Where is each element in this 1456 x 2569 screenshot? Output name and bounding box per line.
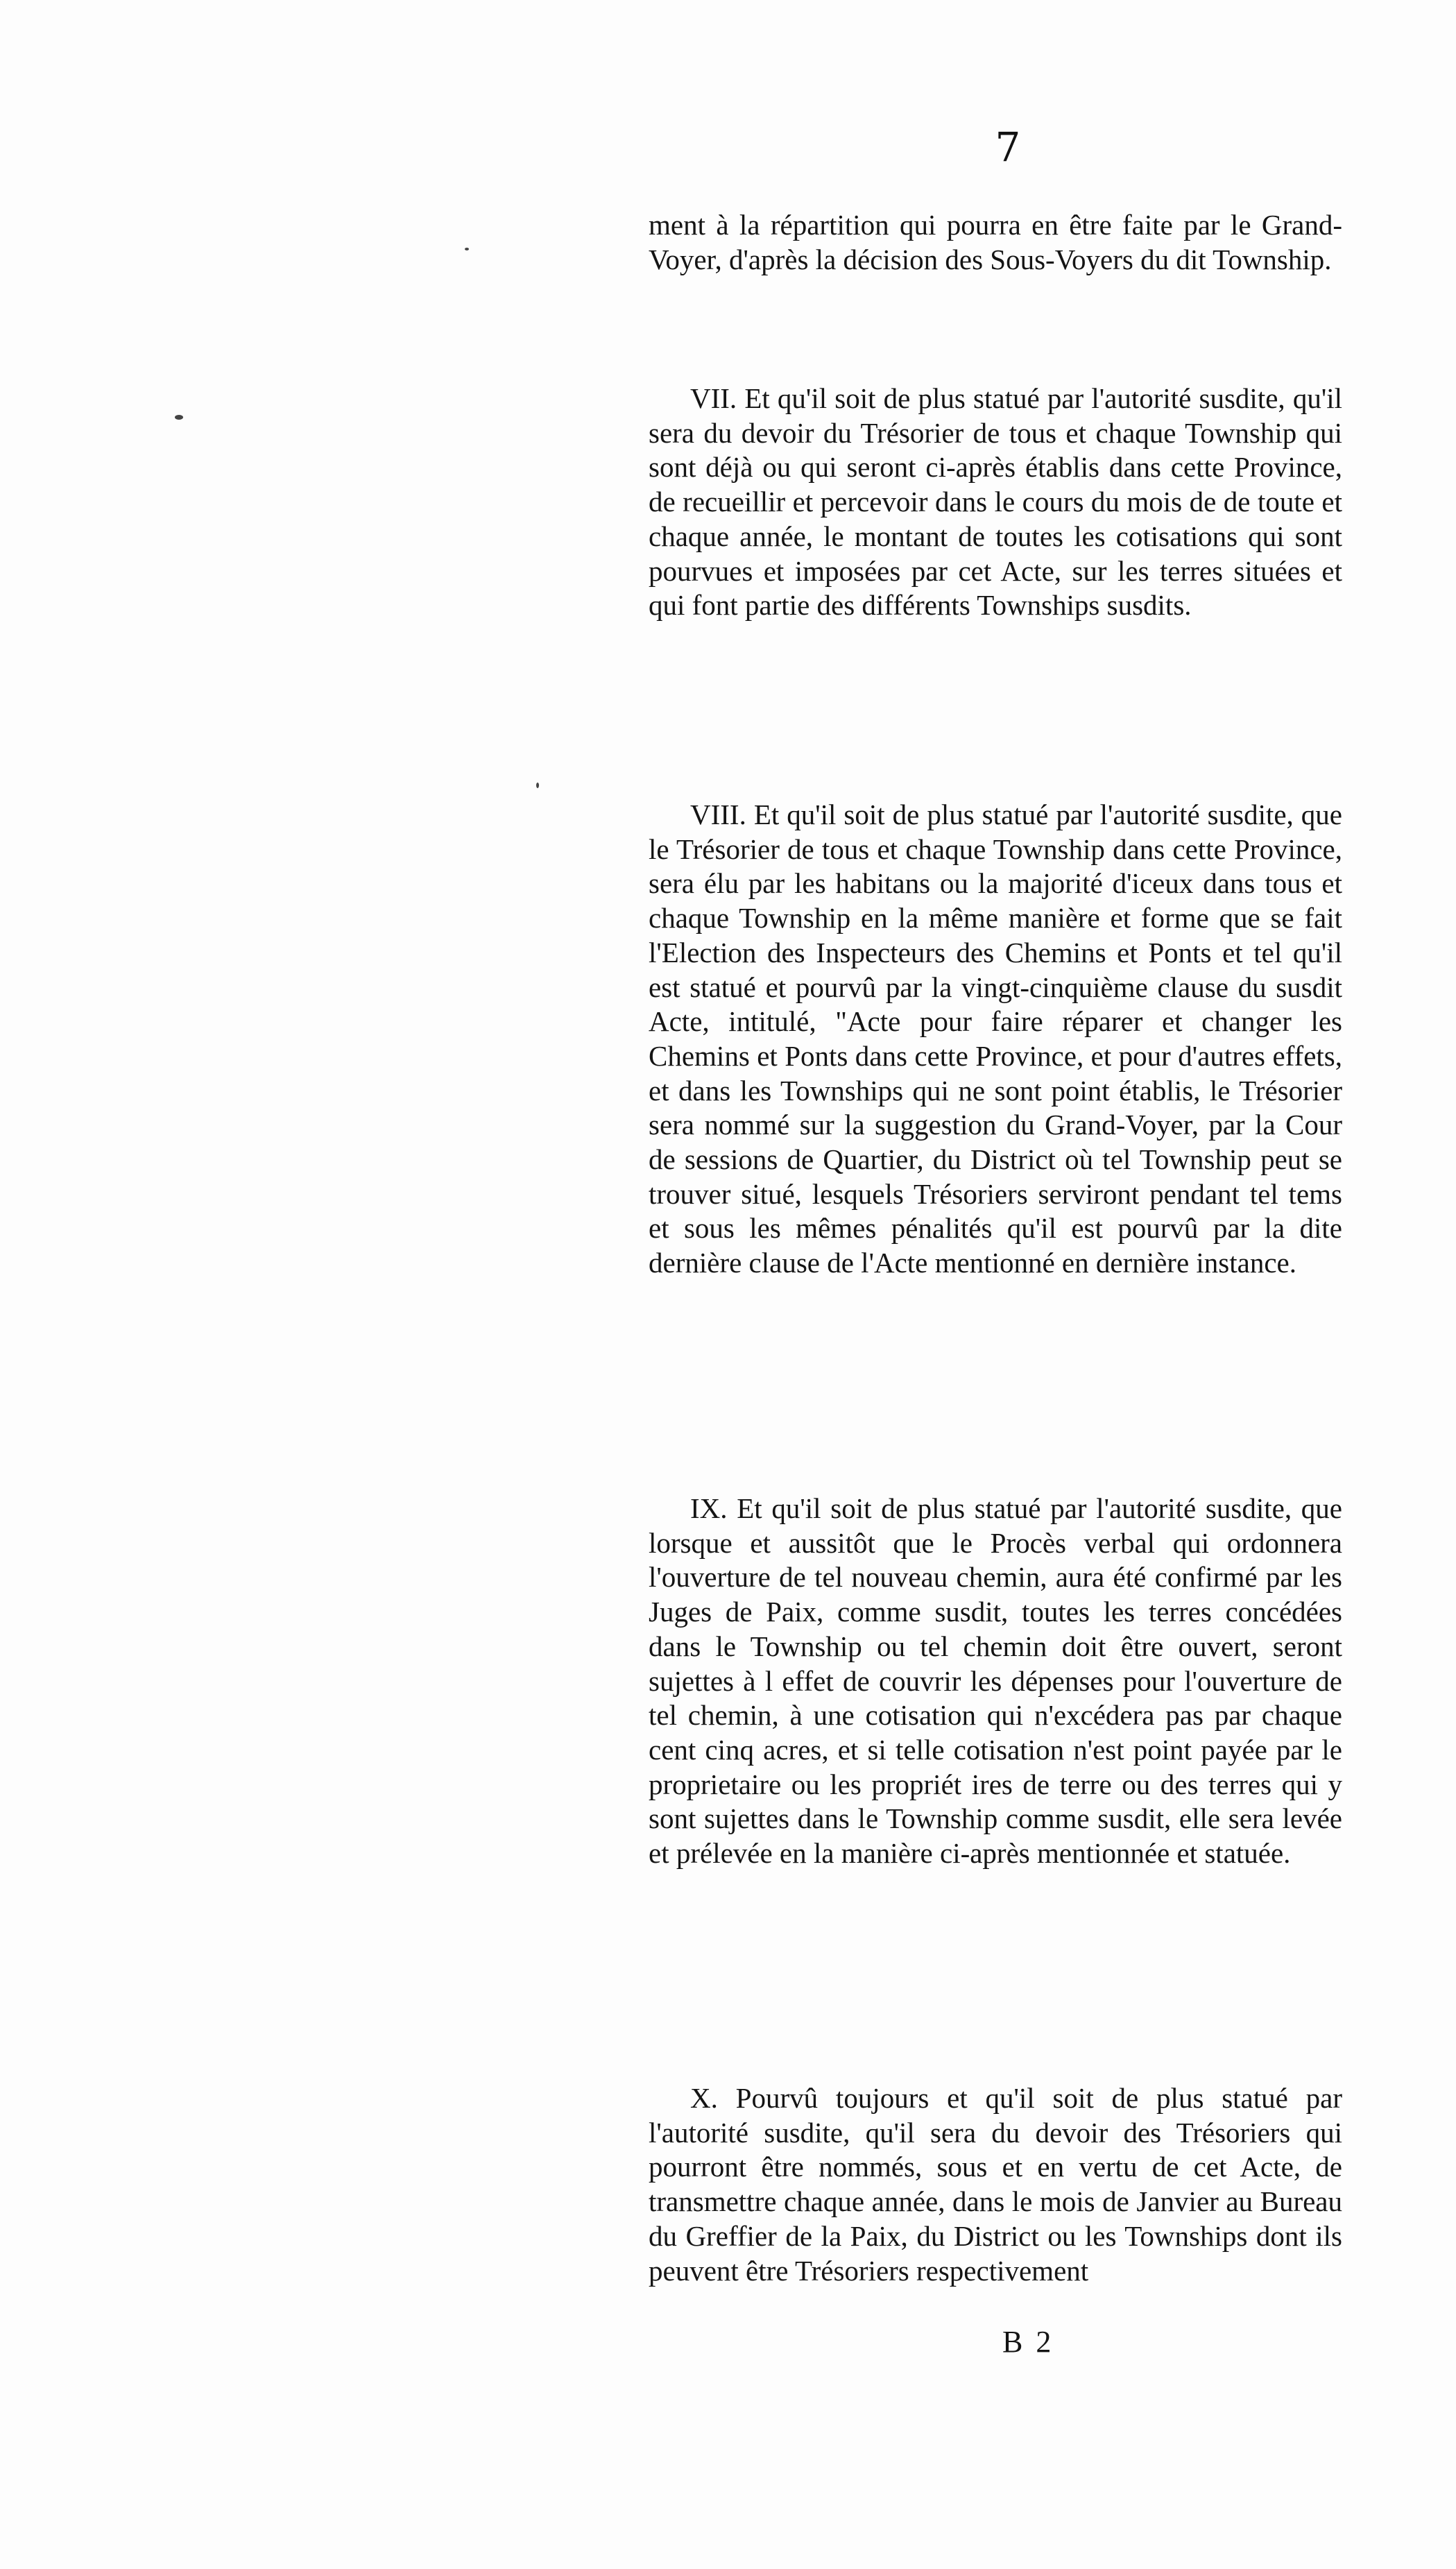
scan-speck xyxy=(536,783,539,788)
scan-speck xyxy=(175,415,183,420)
signature-mark: B 2 xyxy=(1002,2325,1054,2359)
paragraph-continuation: ment à la répartition qui pourra en être faite par le Grand-Voyer, d'après la décision des Sous-Voyers du dit Township. xyxy=(649,209,1342,275)
paragraph-section-viii: VIII. Et qu'il soit de plus statué par l'autorité susdite, que le Trésorier de tous et chaque Township dans cette Province, sera élu par les habitans ou la majorité d'iceux dans tous et chaque Township en la même manière et forme que se fait l'Election des Inspecteurs des Chemins et Ponts et tel qu'il est statué et pourvû par la vingt-cinquième clause du susdit Acte, intitulé, "Acte pour faire réparer et changer les Chemins et Ponts dans cette Province, et pour d'autres effets, et dans les Townships qui ne sont point établis, le Trésorier sera nommé sur la suggestion du Grand-Voyer, par la Cour de sessions de Quartier, du District où tel Township peut se trouver situé, lesquels Trésoriers serviront pendant tel tems et sous les mêmes pénalités qu'il est pourvû par la dite dernière clause de l'Acte mentionné en dernière instance. xyxy=(649,799,1342,1279)
paragraph-section-x: X. Pourvû toujours et qu'il soit de plus statué par l'autorité susdite, qu'il sera du devoir des Trésoriers qui pourront être nommés, sous et en vertu de cet Acte, de transmettre chaque année, dans le mois de Janvier au Bureau du Greffier de la Paix, du District ou les Townships dont ils peuvent être Trésoriers respectivement xyxy=(649,2082,1342,2287)
paragraph-section-ix: IX. Et qu'il soit de plus statué par l'autorité susdite, que lorsque et aussitôt que le Procès verbal qui ordonnera l'ouverture de tel nouveau chemin, aura été confirmé par les Juges de Paix, comme susdit, toutes les terres concédées dans le Township ou tel chemin doit être ouvert, seront sujettes à l effet de couvrir les dépenses pour l'ouverture de tel chemin, à une cotisation qui n'excédera pas par chaque cent cinq acres, et si telle cotisation n'est point payée par le proprietaire ou les propriét ires de terre ou des terres qui y sont sujettes dans le Township comme susdit, elle sera levée et prélevée en la manière ci-après mentionnée et statuée. xyxy=(649,1492,1342,1870)
page-number: 7 xyxy=(995,123,1021,171)
scan-speck xyxy=(465,248,469,250)
paragraph-section-vii: VII. Et qu'il soit de plus statué par l'autorité susdite, qu'il sera du devoir du Trésorier de tous et chaque Township qui sont déjà ou qui seront ci-après établis dans cette Province, de recueillir et percevoir dans le cours du mois de de toute et chaque année, le montant de toutes les cotisations qui sont pourvues et imposées par cet Acte, sur les terres situées et qui font partie des différents Townships susdits. xyxy=(649,382,1342,622)
